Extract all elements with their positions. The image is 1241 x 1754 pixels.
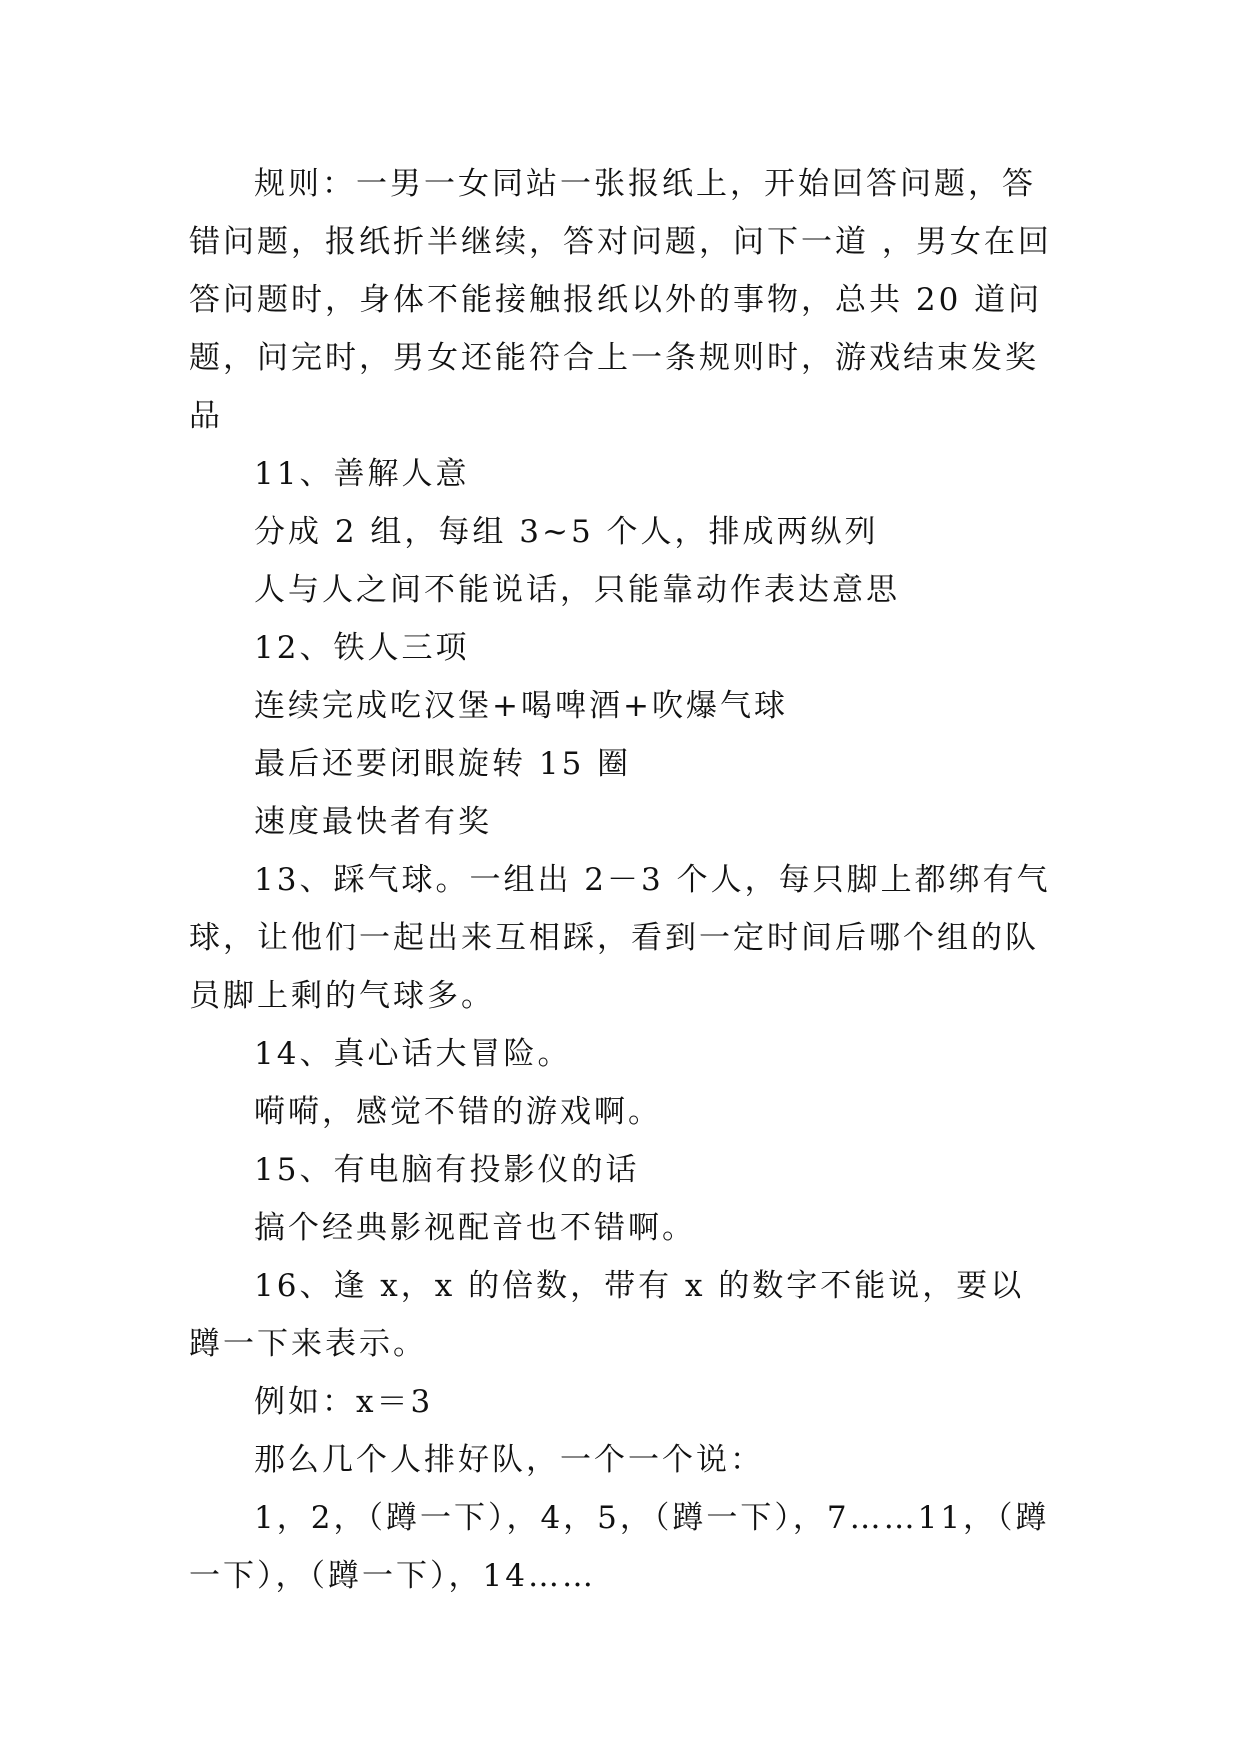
- paragraph-item-14-comment: 嗬嗬，感觉不错的游戏啊。: [254, 1094, 662, 1130]
- paragraph-item-16-lineup: 那么几个人排好队，一个一个说：: [254, 1442, 764, 1478]
- document-body: [189, 155, 1057, 1605]
- paragraph-rules: 规则：一男一女同站一张报纸上，开始回答问题，答错问题，报纸折半继续，答对问题，问下一道 ，男女在回答问题时，身体不能接触报纸以外的事物，总共 20 道问题，问完时，男女还能符合上一条规则时，游戏结束发奖品: [189, 166, 1052, 434]
- paragraph-item-12-tasks: 连续完成吃汉堡+喝啤酒+吹爆气球: [254, 688, 788, 724]
- paragraph-item-11-rule: 人与人之间不能说话，只能靠动作表达意思: [254, 572, 900, 608]
- paragraph-item-12-prize: 速度最快者有奖: [254, 804, 492, 840]
- heading-item-12: 12、铁人三项: [254, 630, 470, 666]
- paragraph-item-12-spin: 最后还要闭眼旋转 15 圈: [254, 746, 632, 782]
- paragraph-item-16-example: 例如：x＝3: [254, 1384, 434, 1420]
- heading-item-15: 15、有电脑有投影仪的话: [254, 1152, 640, 1188]
- paragraph-item-13: 13、踩气球。一组出 2－3 个人，每只脚上都绑有气球，让他们一起出来互相踩，看到一定时间后哪个组的队员脚上剩的气球多。: [189, 862, 1051, 1014]
- paragraph-item-16-sequence: 1，2，（蹲一下），4，5，（蹲一下），7……11，（蹲一下），（蹲一下），14……: [189, 1500, 1050, 1594]
- heading-item-11: 11、善解人意: [254, 456, 470, 492]
- paragraph-item-15-dubbing: 搞个经典影视配音也不错啊。: [254, 1210, 696, 1246]
- heading-item-14: 14、真心话大冒险。: [254, 1036, 572, 1072]
- paragraph-item-11-groups: 分成 2 组，每组 3~5 个人，排成两纵列: [254, 514, 879, 550]
- paragraph-item-16: 16、逢 x，x 的倍数，带有 x 的数字不能说，要以蹲一下来表示。: [189, 1268, 1025, 1362]
